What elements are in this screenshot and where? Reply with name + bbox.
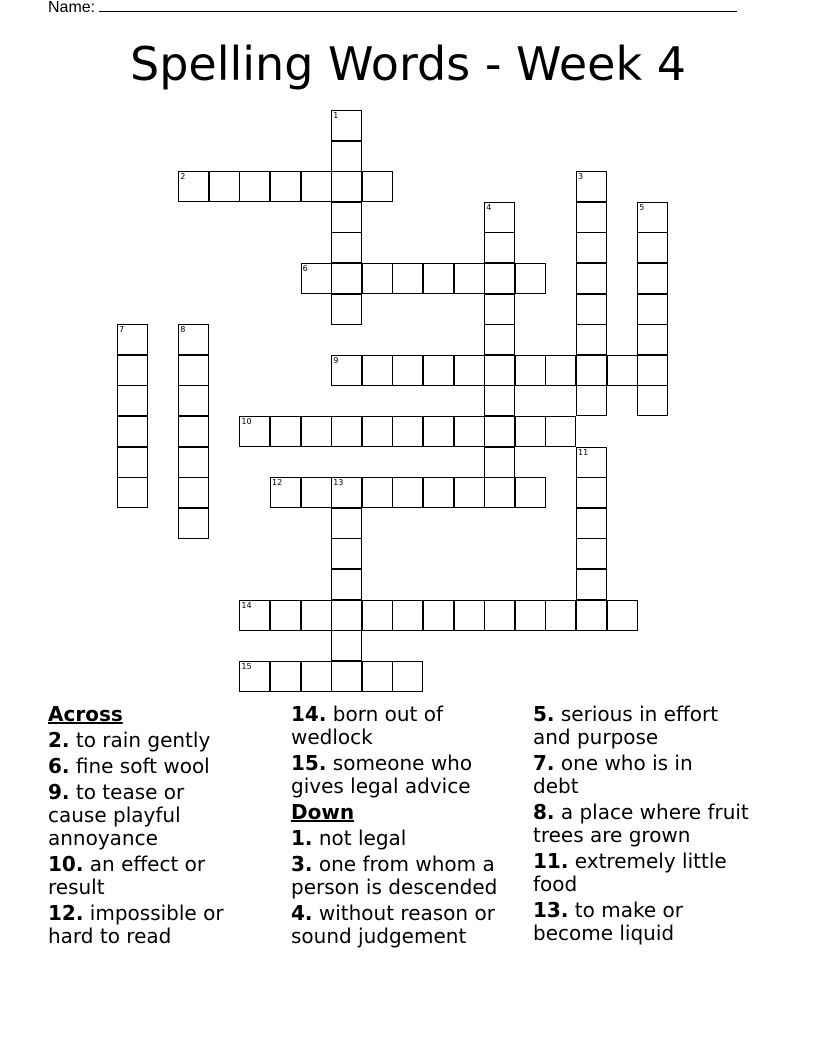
grid-cell[interactable] [270, 171, 301, 202]
grid-cell[interactable] [362, 600, 393, 631]
grid-cell[interactable] [484, 447, 515, 478]
clue-text: to tease or cause playful annoyance [48, 780, 185, 850]
grid-cell[interactable] [484, 263, 515, 294]
grid-cell[interactable] [484, 294, 515, 325]
clue-number: 10. [48, 852, 84, 876]
clue-down-11 [533, 850, 748, 896]
grid-cell[interactable] [637, 232, 668, 263]
grid-cell[interactable] [117, 447, 148, 478]
cell-number: 1 [333, 111, 339, 120]
clue-number: 9. [48, 780, 70, 804]
clue-number: 3. [291, 852, 313, 876]
cell-number: 7 [119, 325, 125, 335]
grid-cell[interactable] [576, 508, 607, 539]
grid-cell[interactable] [576, 569, 607, 600]
grid-cell[interactable] [576, 202, 607, 233]
cell-number: 13 [333, 478, 344, 488]
clue-text: impossible or hard to read [48, 901, 224, 948]
clue-text: fine soft wool [75, 754, 210, 778]
grid-cell[interactable] [576, 232, 607, 263]
clue-number: 15. [291, 751, 327, 775]
grid-cell[interactable] [362, 477, 393, 508]
cell-number: 12 [272, 478, 283, 488]
clue-across-10 [48, 853, 238, 899]
clue-number: 5. [533, 702, 555, 726]
grid-cell[interactable] [423, 600, 454, 631]
grid-cell[interactable] [117, 477, 148, 508]
cell-number: 10 [241, 417, 252, 426]
grid-cell[interactable] [392, 416, 423, 447]
grid-cell[interactable] [331, 202, 362, 233]
clue-across-9 [48, 781, 208, 850]
grid-cell[interactable] [637, 263, 668, 294]
grid-cell[interactable] [331, 232, 362, 263]
grid-cell[interactable] [362, 355, 393, 386]
clue-text: one who is in debt [533, 751, 693, 798]
clue-number: 2. [48, 728, 70, 752]
grid-cell[interactable] [178, 385, 209, 416]
grid-cell[interactable] [392, 600, 423, 631]
grid-cell[interactable] [423, 263, 454, 294]
grid-cell[interactable] [362, 263, 393, 294]
cell-number: 15 [241, 661, 252, 671]
grid-cell[interactable] [545, 416, 576, 447]
grid-cell[interactable] [362, 171, 393, 202]
cell-number: 4 [486, 202, 492, 212]
page-title: Spelling Words - Week 4 [130, 37, 686, 91]
clue-number: 6. [48, 754, 70, 778]
grid-cell[interactable] [423, 355, 454, 386]
clue-down-13 [533, 899, 708, 945]
grid-cell[interactable] [301, 171, 332, 202]
grid-cell[interactable] [484, 416, 515, 447]
clue-number: 8. [533, 800, 555, 824]
grid-cell[interactable] [178, 355, 209, 386]
grid-cell[interactable] [178, 447, 209, 478]
grid-cell[interactable] [178, 508, 209, 539]
cell-number: 14 [241, 600, 252, 610]
grid-cell[interactable] [545, 355, 576, 386]
grid-cell[interactable] [331, 171, 362, 202]
clue-down-4 [291, 902, 506, 948]
clue-across-12 [48, 902, 248, 948]
clue-number: 4. [291, 901, 313, 925]
grid-cell[interactable] [484, 232, 515, 263]
grid-cell[interactable] [209, 171, 240, 202]
clue-text: without reason or sound judgement [291, 901, 495, 948]
grid-cell[interactable] [484, 324, 515, 355]
grid-cell[interactable] [576, 538, 607, 569]
clue-text: born out of wedlock [291, 702, 444, 749]
clue-text: an effect or result [48, 852, 206, 899]
grid-cell[interactable] [392, 477, 423, 508]
clue-column-1 [48, 703, 288, 951]
grid-cell[interactable] [515, 416, 546, 447]
clue-text: someone who gives legal advice [291, 751, 473, 798]
grid-cell[interactable] [484, 477, 515, 508]
grid-cell[interactable] [423, 416, 454, 447]
grid-cell[interactable] [178, 416, 209, 447]
clue-text: to rain gently [75, 728, 211, 752]
grid-cell[interactable] [117, 385, 148, 416]
grid-cell[interactable] [454, 600, 485, 631]
clue-across-6 [48, 755, 288, 778]
grid-cell[interactable] [515, 355, 546, 386]
grid-cell[interactable] [301, 661, 332, 692]
grid-cell[interactable] [117, 355, 148, 386]
grid-cell[interactable] [484, 385, 515, 416]
cell-number: 2 [180, 172, 186, 182]
cell-number: 6 [302, 264, 308, 273]
down-heading: Down [291, 800, 355, 824]
cell-number: 5 [639, 202, 645, 212]
grid-cell[interactable] [484, 600, 515, 631]
cell-number: 8 [180, 325, 186, 335]
grid-cell[interactable] [392, 355, 423, 386]
clue-text: serious in effort and purpose [533, 702, 719, 749]
grid-cell[interactable] [637, 385, 668, 416]
clue-number: 7. [533, 751, 555, 775]
clue-text: extremely little food [533, 849, 727, 896]
clue-down-1 [291, 827, 531, 850]
grid-cell[interactable] [392, 263, 423, 294]
grid-cell[interactable] [301, 416, 332, 447]
clue-down-3 [291, 853, 525, 899]
grid-cell[interactable] [454, 477, 485, 508]
grid-cell[interactable] [576, 600, 607, 631]
clue-number: 11. [533, 849, 569, 873]
clue-text: not legal [318, 826, 407, 850]
grid-cell[interactable] [515, 477, 546, 508]
grid-cell[interactable] [270, 416, 301, 447]
grid-cell[interactable] [515, 600, 546, 631]
clue-down-5 [533, 703, 738, 749]
grid-cell[interactable] [576, 263, 607, 294]
grid-cell[interactable] [484, 355, 515, 386]
grid-cell[interactable] [331, 141, 362, 172]
grid-cell[interactable] [637, 355, 668, 386]
clue-down-7 [533, 752, 708, 798]
grid-cell[interactable] [331, 294, 362, 325]
grid-cell[interactable] [454, 355, 485, 386]
grid-cell[interactable] [515, 263, 546, 294]
grid-cell[interactable] [576, 385, 607, 416]
grid-cell[interactable] [270, 600, 301, 631]
grid-cell[interactable] [362, 661, 393, 692]
clue-text: a place where fruit trees are grown [533, 800, 749, 847]
grid-cell[interactable] [331, 263, 362, 294]
clue-number: 14. [291, 702, 327, 726]
grid-cell[interactable] [576, 324, 607, 355]
grid-cell[interactable] [362, 416, 393, 447]
grid-cell[interactable] [117, 416, 148, 447]
grid-cell[interactable] [301, 600, 332, 631]
grid-cell[interactable] [331, 508, 362, 539]
clue-across-14 [291, 703, 471, 749]
clue-across-2 [48, 729, 288, 752]
clue-text: one from whom a person is descended [291, 852, 498, 899]
cell-number: 11 [578, 447, 589, 457]
clue-across-15 [291, 752, 491, 798]
cell-number: 9 [333, 355, 339, 365]
clue-number: 1. [291, 826, 313, 850]
grid-cell[interactable] [331, 538, 362, 569]
grid-cell[interactable] [637, 294, 668, 325]
grid-cell[interactable] [607, 600, 638, 631]
clue-column-2 [291, 703, 531, 951]
grid-cell[interactable] [331, 630, 362, 661]
grid-cell[interactable] [331, 416, 362, 447]
clue-number: 12. [48, 901, 84, 925]
clue-column-3 [533, 703, 768, 948]
name-label: Name: [48, 0, 96, 16]
grid-cell[interactable] [545, 600, 576, 631]
grid-cell[interactable] [331, 600, 362, 631]
grid-cell[interactable] [637, 324, 668, 355]
grid-cell[interactable] [454, 416, 485, 447]
grid-cell[interactable] [423, 477, 454, 508]
grid-cell[interactable] [301, 477, 332, 508]
grid-cell[interactable] [607, 355, 638, 386]
cell-number: 3 [578, 172, 584, 182]
clue-down-8 [533, 801, 763, 847]
grid-cell[interactable] [576, 294, 607, 325]
clue-number: 13. [533, 898, 569, 922]
grid-cell[interactable] [392, 661, 423, 692]
grid-cell[interactable] [454, 263, 485, 294]
grid-cell[interactable] [331, 569, 362, 600]
across-heading: Across [48, 702, 123, 726]
grid-cell[interactable] [576, 355, 607, 386]
grid-cell[interactable] [239, 171, 270, 202]
grid-cell[interactable] [178, 477, 209, 508]
grid-cell[interactable] [270, 661, 301, 692]
grid-cell[interactable] [331, 661, 362, 692]
grid-cell[interactable] [576, 477, 607, 508]
clue-text: to make or become liquid [533, 898, 683, 945]
